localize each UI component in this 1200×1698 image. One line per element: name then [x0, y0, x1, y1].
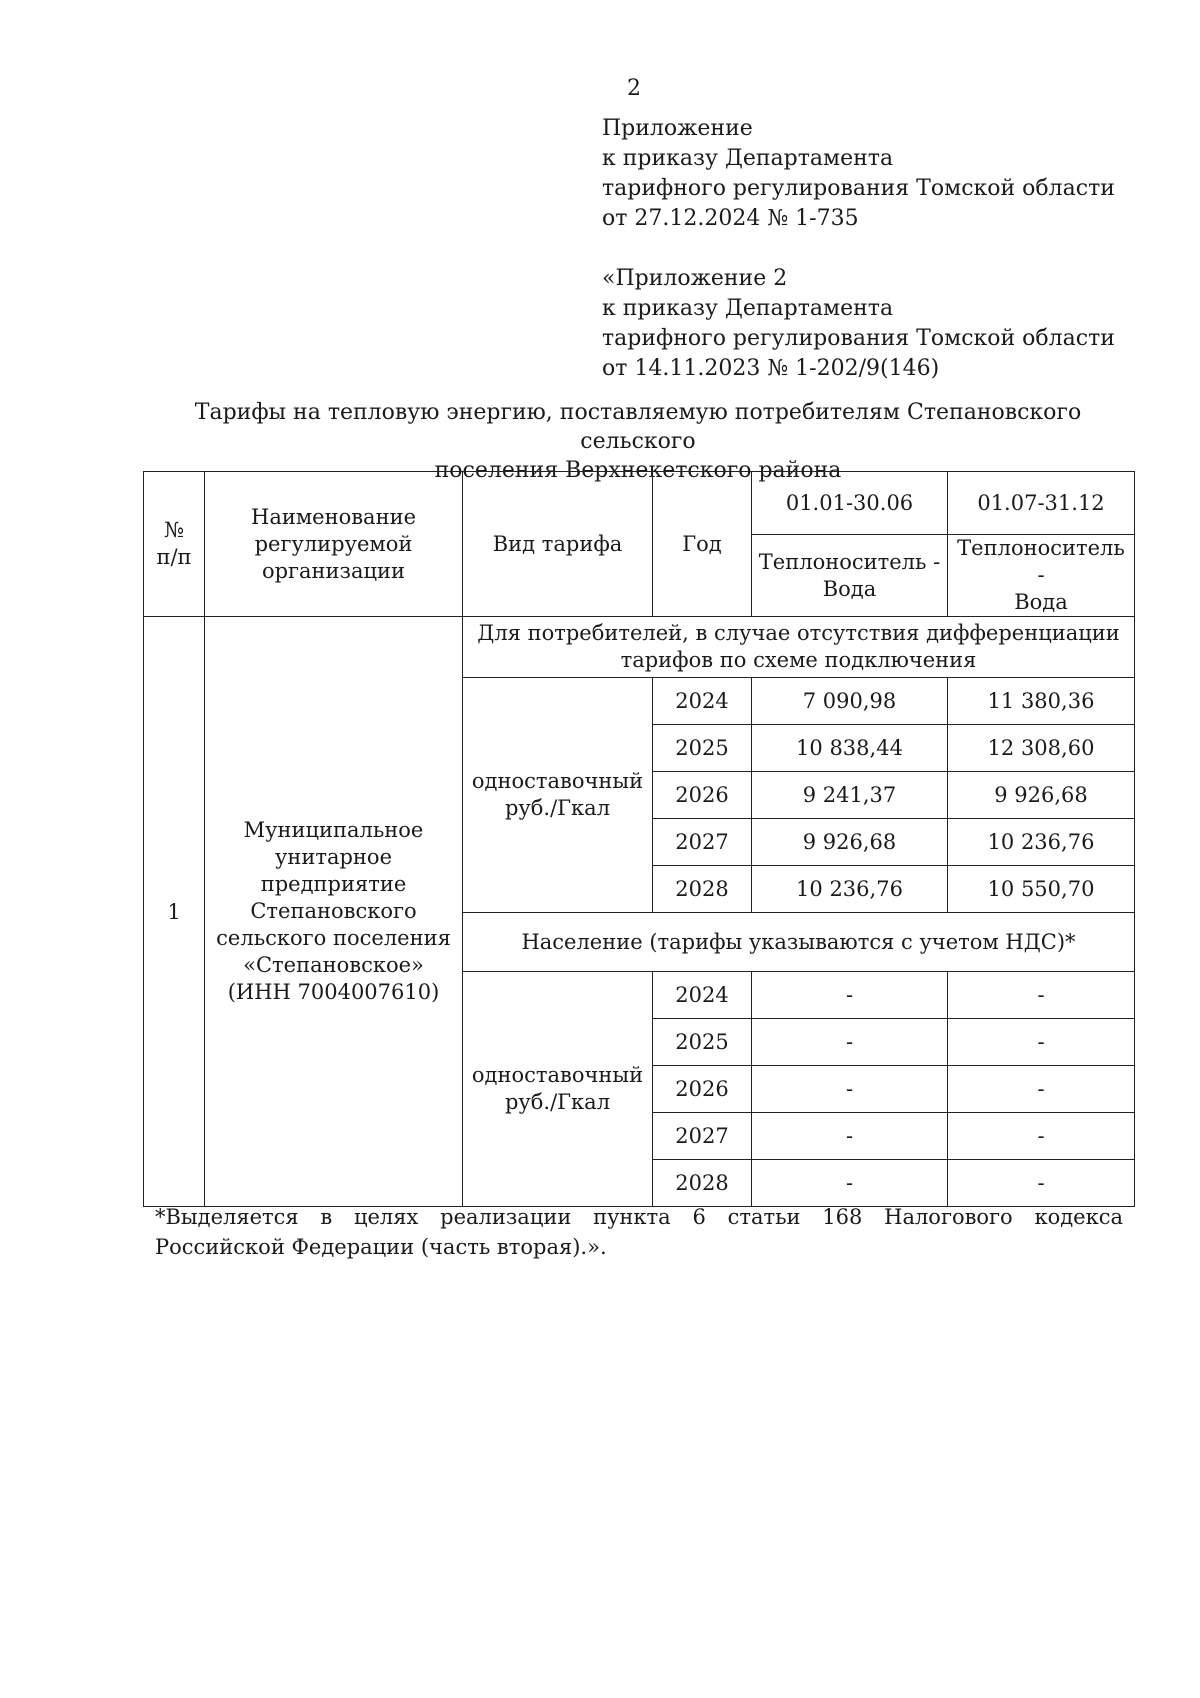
header-period-2: 01.07-31.12	[948, 472, 1135, 535]
table-header-row	[144, 472, 1135, 535]
header-carrier-1: Теплоноситель - Вода	[752, 535, 948, 617]
appendix-line: тарифного регулирования Томской области	[602, 176, 1115, 201]
table-row	[144, 617, 1135, 678]
appendix-line: к приказу Департамента	[602, 146, 894, 171]
section-label-consumers: Для потребителей, в случае отсутствия дифференциации тарифов по схеме подключения	[463, 617, 1135, 678]
value-cell: 10 550,70	[948, 866, 1135, 913]
year-cell: 2025	[653, 1019, 752, 1066]
year-cell: 2028	[653, 1160, 752, 1207]
year-cell: 2025	[653, 725, 752, 772]
header-carrier-2: Теплоноситель - Вода	[948, 535, 1135, 617]
appendix-line: тарифного регулирования Томской области	[602, 326, 1115, 351]
page-number: 2	[627, 76, 641, 101]
value-cell: 9 926,68	[752, 819, 948, 866]
organization-name: Муниципальное унитарное предприятие Степановского сельского поселения «Степановское» (ИНН 7004007610)	[205, 617, 463, 1207]
value-cell: -	[948, 1160, 1135, 1207]
value-cell: -	[752, 1019, 948, 1066]
value-cell: 10 236,76	[752, 866, 948, 913]
year-cell: 2027	[653, 1113, 752, 1160]
value-cell: -	[752, 1160, 948, 1207]
tariff-type-cell: одноставочный руб./Гкал	[463, 678, 653, 913]
value-cell: -	[948, 1019, 1135, 1066]
appendix-line: от 14.11.2023 № 1-202/9(146)	[602, 356, 940, 381]
year-cell: 2024	[653, 678, 752, 725]
appendix-line: к приказу Департамента	[602, 296, 894, 321]
header-number: № п/п	[144, 472, 205, 617]
appendix-header-current	[602, 114, 1115, 234]
year-cell: 2026	[653, 1066, 752, 1113]
value-cell: 10 838,44	[752, 725, 948, 772]
header-organization: Наименование регулируемой организации	[205, 472, 463, 617]
tariff-type-cell: одноставочный руб./Гкал	[463, 972, 653, 1207]
section-label-population: Население (тарифы указываются с учетом НДС)*	[463, 913, 1135, 972]
title-line: поселения Верхнекетского района	[434, 458, 842, 483]
year-cell: 2028	[653, 866, 752, 913]
value-cell: -	[752, 1113, 948, 1160]
tariff-table	[143, 471, 1135, 1207]
year-cell: 2027	[653, 819, 752, 866]
value-cell: 9 241,37	[752, 772, 948, 819]
value-cell: -	[948, 972, 1135, 1019]
value-cell: 12 308,60	[948, 725, 1135, 772]
value-cell: 7 090,98	[752, 678, 948, 725]
appendix-header-amended	[602, 264, 1115, 384]
title-line: Тарифы на тепловую энергию, поставляемую потребителям Степановского сельского	[194, 400, 1082, 454]
appendix-line: от 27.12.2024 № 1-735	[602, 206, 859, 231]
header-period-1: 01.01-30.06	[752, 472, 948, 535]
value-cell: -	[752, 1066, 948, 1113]
value-cell: 9 926,68	[948, 772, 1135, 819]
header-tariff-type: Вид тарифа	[463, 472, 653, 617]
appendix-line: «Приложение 2	[602, 266, 788, 291]
header-year: Год	[653, 472, 752, 617]
row-number: 1	[144, 617, 205, 1207]
appendix-line: Приложение	[602, 116, 753, 141]
value-cell: 11 380,36	[948, 678, 1135, 725]
value-cell: 10 236,76	[948, 819, 1135, 866]
value-cell: -	[948, 1066, 1135, 1113]
year-cell: 2026	[653, 772, 752, 819]
year-cell: 2024	[653, 972, 752, 1019]
value-cell: -	[948, 1113, 1135, 1160]
value-cell: -	[752, 972, 948, 1019]
footnote: *Выделяется в целях реализации пункта 6 статьи 168 Налогового кодекса Российской Федерации (часть вторая).».	[155, 1205, 1123, 1259]
